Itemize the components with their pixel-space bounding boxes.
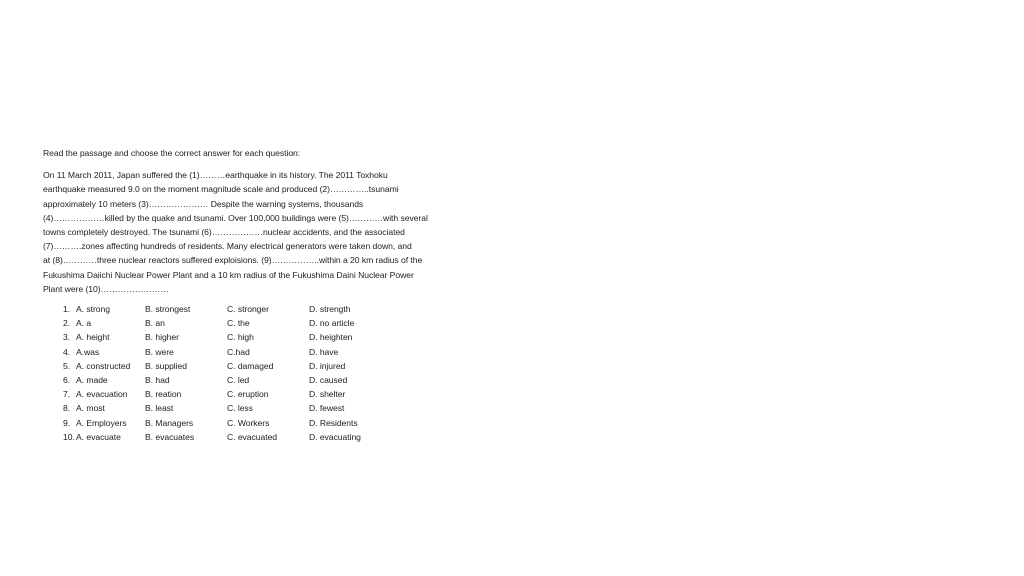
passage-line: at (8)…………three nuclear reactors suffered exploisions. (9)……………..within a 20 km radius of the bbox=[43, 255, 423, 266]
worksheet bbox=[43, 146, 453, 444]
option-a: A. evacuate bbox=[76, 431, 121, 442]
option-b: B. Managers bbox=[145, 417, 194, 428]
passage-line: (4)………………killed by the quake and tsunami. Over 100,000 buildings were (5)…………with several bbox=[43, 212, 428, 223]
option-c: C. Workers bbox=[227, 417, 270, 428]
option-c: C. less bbox=[227, 403, 253, 414]
question-row bbox=[63, 416, 453, 430]
instruction-text: Read the passage and choose the correct answer for each question: bbox=[43, 148, 301, 158]
option-a: A. a bbox=[76, 318, 92, 329]
question-row bbox=[63, 302, 453, 316]
question-number: 3. bbox=[63, 332, 71, 343]
question-row bbox=[63, 359, 453, 373]
option-a: A. height bbox=[76, 332, 110, 343]
option-a: A.was bbox=[76, 346, 100, 357]
question-number: 5. bbox=[63, 360, 71, 371]
passage-line: Plant were (10)…………………… bbox=[43, 283, 169, 294]
passage-line: earthquake measured 9.0 on the moment magnitude scale and produced (2)…………..tsunami bbox=[43, 184, 399, 195]
option-c: C. led bbox=[227, 374, 250, 385]
option-b: B. had bbox=[145, 374, 170, 385]
question-number: 8. bbox=[63, 403, 71, 414]
option-d: D. heighten bbox=[309, 332, 353, 343]
question-row bbox=[63, 401, 453, 415]
option-b: B. evacuates bbox=[145, 431, 195, 442]
question-row bbox=[63, 430, 453, 444]
option-c: C. evacuated bbox=[227, 431, 278, 442]
question-number: 2. bbox=[63, 318, 71, 329]
passage-line: Fukushima Daiichi Nuclear Power Plant and a 10 km radius of the Fukushima Daini Nuclear Power bbox=[43, 269, 414, 280]
option-a: A. evacuation bbox=[76, 389, 128, 400]
question-number: 7. bbox=[63, 389, 71, 400]
option-c: C. eruption bbox=[227, 389, 269, 400]
passage-line: towns completely destroyed. The tsunami (6)………………nuclear accidents, and the associated bbox=[43, 227, 405, 238]
question-number: 1. bbox=[63, 304, 71, 315]
option-b: B. supplied bbox=[145, 360, 187, 371]
option-c: C. stronger bbox=[227, 304, 269, 315]
option-a: A. made bbox=[76, 374, 108, 385]
option-c: C.had bbox=[227, 346, 250, 357]
passage bbox=[43, 168, 453, 296]
question-number: 10. bbox=[63, 431, 75, 442]
question-row bbox=[63, 345, 453, 359]
passage-line: (7)……….zones affecting hundreds of residents. Many electrical generators were taken down, and bbox=[43, 241, 412, 252]
question-row bbox=[63, 316, 453, 330]
option-d: D. Residents bbox=[309, 417, 358, 428]
option-d: D. no article bbox=[309, 318, 355, 329]
option-b: B. strongest bbox=[145, 304, 191, 315]
question-row bbox=[63, 330, 453, 344]
question-list bbox=[63, 302, 453, 444]
option-c: C. high bbox=[227, 332, 254, 343]
question-row bbox=[63, 373, 453, 387]
option-c: C. damaged bbox=[227, 360, 274, 371]
passage-line: On 11 March 2011, Japan suffered the (1)………earthquake in its history. The 2011 Toxhoku bbox=[43, 170, 388, 181]
option-d: D. shelter bbox=[309, 389, 346, 400]
option-d: D. fewest bbox=[309, 403, 345, 414]
question-number: 9. bbox=[63, 417, 71, 428]
option-a: A. constructed bbox=[76, 360, 131, 371]
option-d: D. caused bbox=[309, 374, 348, 385]
option-b: B. reation bbox=[145, 389, 182, 400]
question-number: 6. bbox=[63, 374, 71, 385]
question-number: 4. bbox=[63, 346, 71, 357]
passage-line: approximately 10 meters (3)………………… Despite the warning systems, thousands bbox=[43, 198, 364, 209]
option-d: D. strength bbox=[309, 304, 351, 315]
option-a: A. Employers bbox=[76, 417, 127, 428]
option-b: B. higher bbox=[145, 332, 179, 343]
question-row bbox=[63, 387, 453, 401]
option-a: A. most bbox=[76, 403, 105, 414]
option-d: D. injured bbox=[309, 360, 346, 371]
option-b: B. least bbox=[145, 403, 174, 414]
option-c: C. the bbox=[227, 318, 250, 329]
option-d: D. have bbox=[309, 346, 339, 357]
option-d: D. evacuating bbox=[309, 431, 361, 442]
option-b: B. were bbox=[145, 346, 174, 357]
option-b: B. an bbox=[145, 318, 165, 329]
option-a: A. strong bbox=[76, 304, 110, 315]
